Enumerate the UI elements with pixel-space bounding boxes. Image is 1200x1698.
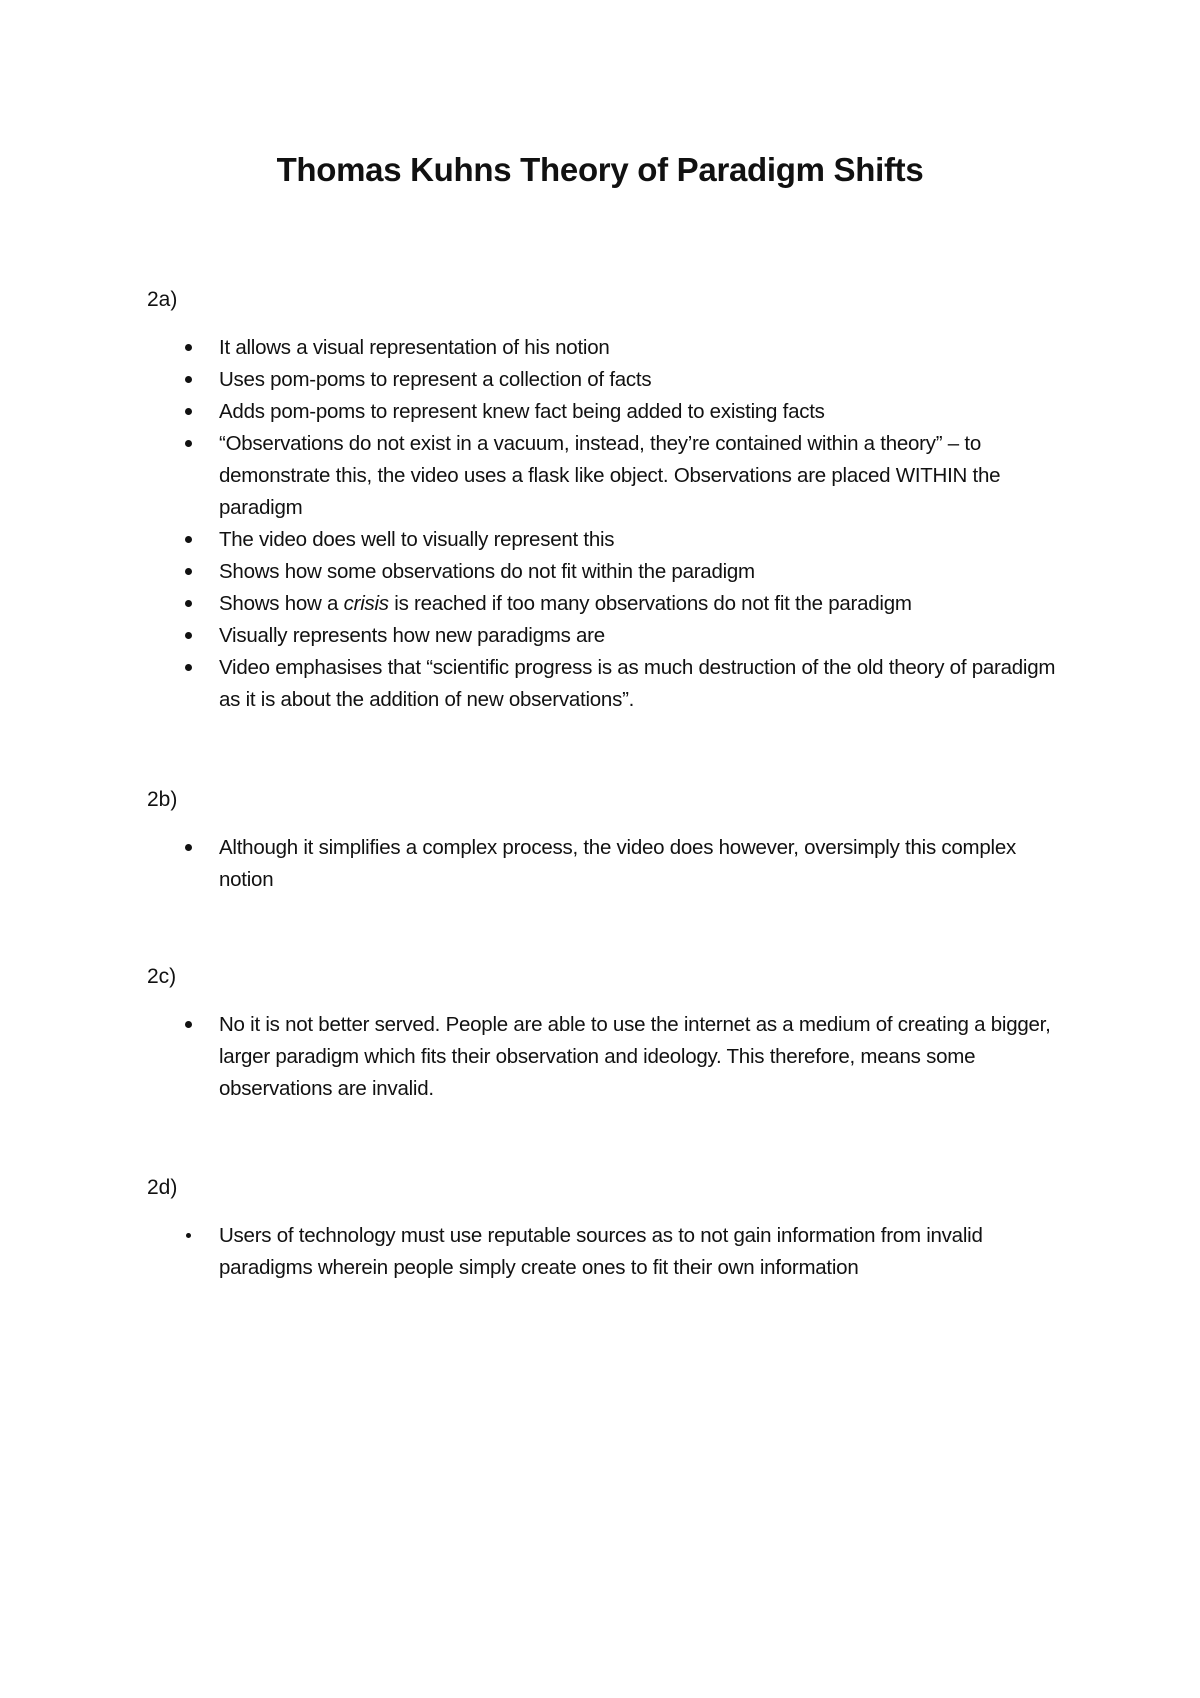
list-item-text: No it is not better served. People are able to use the internet as a medium of creating a bigger, larger paradigm which fits their observation and ideology. This therefore, means some observations are invalid. — [219, 1013, 1051, 1100]
document-title: Thomas Kuhns Theory of Paradigm Shifts — [276, 151, 924, 188]
list-item-text: It allows a visual representation of his notion — [219, 336, 610, 359]
bullet-icon — [185, 664, 192, 671]
list-item-text-before: Shows how a — [219, 592, 344, 615]
bullet-icon — [185, 376, 192, 383]
list-item — [0, 620, 1071, 652]
section-label: 2d) — [147, 1176, 178, 1199]
list-item — [0, 332, 1071, 364]
bullet-list — [0, 332, 1200, 716]
bullet-icon — [185, 344, 192, 351]
list-item — [0, 364, 1071, 396]
bullet-icon — [185, 408, 192, 415]
list-item — [0, 428, 1071, 524]
list-item — [0, 396, 1071, 428]
bullet-list — [0, 1220, 1200, 1284]
list-item — [0, 556, 1071, 588]
list-item-text: Shows how some observations do not fit within the paradigm — [219, 560, 755, 583]
bullet-icon — [185, 632, 192, 639]
emphasis-text: crisis — [343, 592, 389, 615]
list-item — [0, 1220, 1071, 1284]
list-item-text: The video does well to visually represent this — [219, 528, 615, 551]
list-item-text: Video emphasises that “scientific progress is as much destruction of the old theory of paradigm as it is about the addition of new observations”. — [219, 656, 1056, 711]
bullet-list — [0, 832, 1200, 896]
list-item-text: Uses pom-poms to represent a collection of facts — [219, 368, 652, 391]
bullet-icon — [185, 440, 192, 447]
list-item — [0, 652, 1071, 716]
section-label: 2b) — [147, 788, 178, 811]
list-item-text: Users of technology must use reputable sources as to not gain information from invalid paradigms wherein people simply create ones to fit their own information — [219, 1224, 983, 1279]
bullet-icon — [185, 1021, 192, 1028]
section-label: 2a) — [147, 288, 178, 311]
bullet-icon — [185, 600, 192, 607]
bullet-icon — [186, 1233, 191, 1238]
bullet-icon — [185, 568, 192, 575]
list-item-text: “Observations do not exist in a vacuum, instead, they’re contained within a theory” – to demonstrate this, the video uses a flask like object. Observations are placed WITHIN the paradigm — [219, 432, 1001, 519]
list-item-text: Adds pom-poms to represent knew fact being added to existing facts — [219, 400, 825, 423]
list-item-text: Visually represents how new paradigms are — [219, 624, 605, 647]
list-item — [0, 1009, 1071, 1105]
list-item — [0, 832, 1071, 896]
list-item-text-after: is reached if too many observations do not fit the paradigm — [388, 592, 912, 615]
list-item — [0, 588, 1071, 620]
bullet-list — [0, 1009, 1200, 1105]
list-item — [0, 524, 1071, 556]
section-label: 2c) — [147, 965, 177, 988]
bullet-icon — [185, 844, 192, 851]
bullet-icon — [185, 536, 192, 543]
list-item-text: Although it simplifies a complex process, the video does however, oversimply this complex notion — [219, 836, 1016, 891]
